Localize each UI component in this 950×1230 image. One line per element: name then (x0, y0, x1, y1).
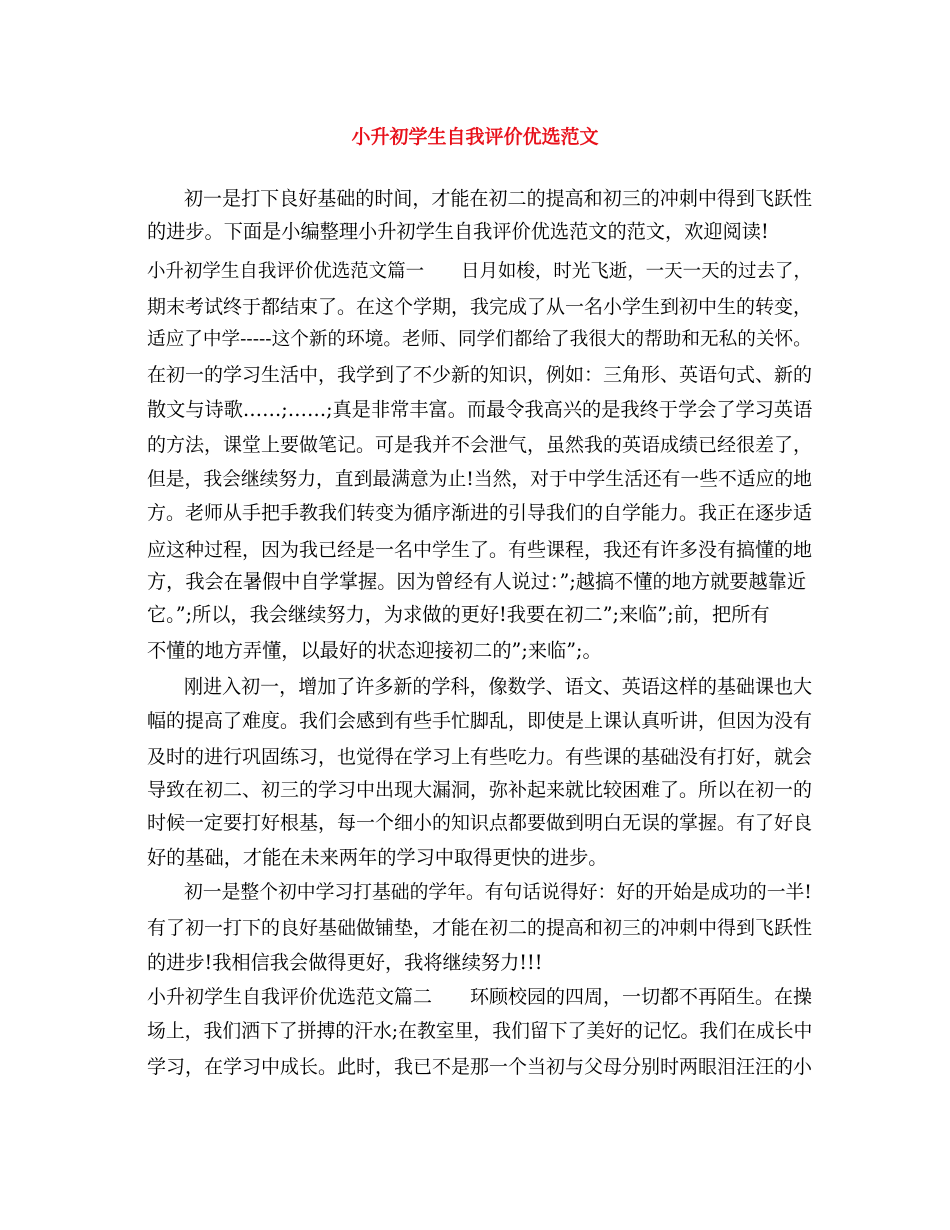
text-line: 在初一的学习生活中，我学到了不少新的知识，例如：三角形、英语句式、新的 (147, 364, 813, 386)
text-line: 它。”;所以，我会继续努力，为求做的更好!我要在初二”;来临”;前，把所有 (147, 603, 770, 626)
text-line: 刚进入初一，增加了许多新的学科，像数学、语文、英语这样的基础课也大 (184, 676, 813, 698)
text-line: 的进步!我相信我会做得更好，我将继续努力!!! (147, 951, 543, 974)
text-line: 的方法，课堂上要做笔记。可是我并不会泄气，虽然我的英语成绩已经很差了， (147, 434, 813, 456)
text-line: 小升初学生自我评价优选范文篇二 环顾校园的四周，一切都不再陌生。在操 (147, 986, 813, 1008)
text-line: 适应了中学-----这个新的环境。老师、同学们都给了我很大的帮助和无私的关怀。 (147, 329, 812, 350)
text-line: 导致在初二、初三的学习中出现大漏洞，弥补起来就比较困难了。所以在初一的 (147, 779, 813, 801)
text-line: 初一是打下良好基础的时间，才能在初二的提高和初三的冲刺中得到飞跃性 (184, 188, 813, 210)
text-line: 时候一定要打好根基，每一个细小的知识点都要做到明白无误的掌握。有了好良 (147, 812, 813, 834)
text-line: 方，我会在暑假中自学掌握。因为曾经有人说过：”;越搞不懂的地方就要越靠近 (147, 570, 807, 593)
text-line: 学习，在学习中成长。此时，我已不是那一个当初与父母分别时两眼泪汪汪的小 (147, 1056, 813, 1078)
page-title: 小升初学生自我评价优选范文 (351, 126, 599, 148)
text-line: 散文与诗歌……;……;真是非常丰富。而最令我高兴的是我终于学会了学习英语 (147, 398, 813, 421)
text-line: 场上，我们洒下了拼搏的汗水;在教室里，我们留下了美好的记忆。我们在成长中 (147, 1021, 813, 1042)
text-line: 小升初学生自我评价优选范文篇一 日月如梭，时光飞逝，一天一天的过去了， (147, 261, 812, 282)
text-line: 应这种过程，因为我已经是一名中学生了。有些课程，我还有许多没有搞懂的地 (147, 539, 813, 561)
text-line: 但是，我会继续努力，直到最满意为止!当然，对于中学生活还有一些不适应的地 (147, 469, 812, 490)
text-line: 的进步。下面是小编整理小升初学生自我评价优选范文的范文，欢迎阅读! (147, 220, 769, 243)
text-line: 不懂的地方弄懂，以最好的状态迎接初二的”;来临”;。 (147, 639, 602, 662)
text-line: 有了初一打下的良好基础做铺垫，才能在初二的提高和初三的冲刺中得到飞跃性 (147, 917, 813, 939)
text-line: 及时的进行巩固练习，也觉得在学习上有些吃力。有些课的基础没有打好，就会 (147, 746, 813, 768)
text-line: 初一是整个初中学习打基础的学年。有句话说得好：好的开始是成功的一半! (184, 882, 812, 903)
text-line: 幅的提高了难度。我们会感到有些手忙脚乱，即使是上课认真听讲，但因为没有 (147, 710, 813, 732)
text-line: 期末考试终于都结束了。在这个学期，我完成了从一名小学生到初中生的转变， (147, 296, 813, 318)
text-line: 方。老师从手把手教我们转变为循序渐进的引导我们的自学能力。我正在逐步适 (147, 502, 813, 524)
text-line: 好的基础，才能在未来两年的学习中取得更快的进步。 (147, 846, 608, 869)
